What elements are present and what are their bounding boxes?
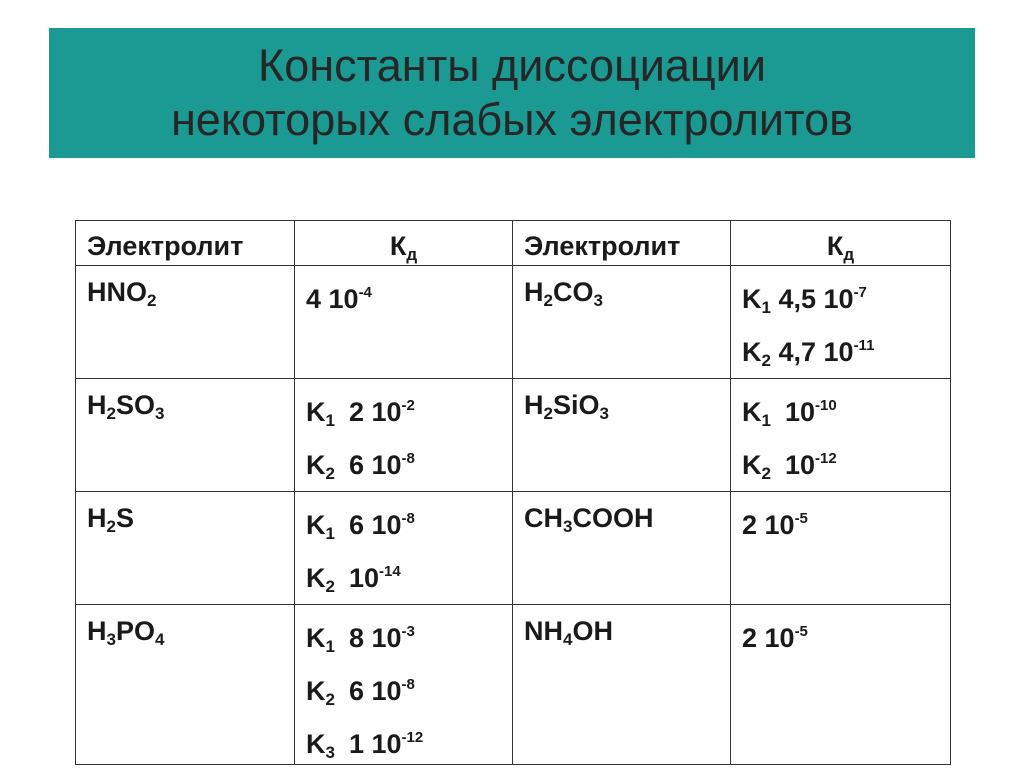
constant-cell: 2 $10^{-5}$ [731, 605, 951, 765]
header-electrolyte-2: Электролит [513, 221, 731, 266]
formula-cell: $H_2CO_3$ [513, 266, 731, 379]
constant-cell: 2 $10^{-5}$ [731, 492, 951, 605]
formula-cell: $H_3PO_4$ [76, 605, 295, 765]
formula-cell: $H_2SiO_3$ [513, 379, 731, 492]
table-row [76, 266, 951, 379]
constant-cell: $K_1$ 2 $10^{-2}$ $K_2$ 6 $10^{-8}$ [295, 379, 513, 492]
header-electrolyte-1: Электролит [76, 221, 295, 266]
title-banner [49, 28, 975, 158]
constant-cell: $K_1$ 4,5 $10^{-7}$ $K_2$ 4,7 $10^{-11}$ [731, 266, 951, 379]
table-header-row [76, 221, 951, 266]
dissociation-constants-table [75, 220, 951, 765]
formula-cell: $NH_4OH$ [513, 605, 731, 765]
formula-cell: $H_2S$ [76, 492, 295, 605]
header-kd-2: $К_д$ [731, 221, 951, 266]
title-line-1: Константы диссоциации [258, 40, 766, 91]
table-row [76, 605, 951, 765]
formula-cell: $H_2SO_3$ [76, 379, 295, 492]
constant-cell: $K_1$ $10^{-10}$ $K_2$ $10^{-12}$ [731, 379, 951, 492]
constant-cell: $K_1$ 6 $10^{-8}$ $K_2$ $10^{-14}$ [295, 492, 513, 605]
table-row [76, 492, 951, 605]
constant-cell: 4 $10^{-4}$ [295, 266, 513, 379]
table-row [76, 379, 951, 492]
formula-cell: $HNO_2$ [76, 266, 295, 379]
title-line-2: некоторых слабых электролитов [170, 94, 854, 145]
formula-cell: $CH_3COOH$ [513, 492, 731, 605]
header-kd-1: $К_д$ [295, 221, 513, 266]
constant-cell: $K_1$ 8 $10^{-3}$ $K_2$ 6 $10^{-8}$ $K_3$ 1 $10^{-12}$ [295, 605, 513, 765]
